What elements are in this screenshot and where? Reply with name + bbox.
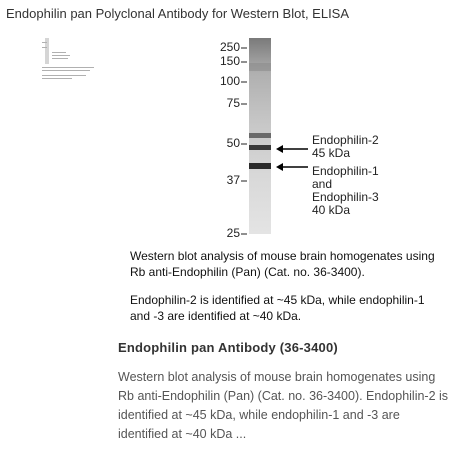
band-endophilin-2 — [249, 145, 271, 150]
marker-label-75: 75 — [226, 96, 240, 110]
marker-label-250: 250 — [219, 40, 240, 54]
annotation-line: 40 kDa — [312, 203, 351, 217]
thumbnail-mark — [42, 70, 90, 71]
annotation-line: Endophilin-2 — [312, 133, 379, 147]
caption-line: Rb anti-Endophilin (Pan) (Cat. no. 36-3400). — [130, 265, 365, 279]
band-endophilin-2-upper — [249, 133, 271, 138]
annotation-line: and Endophilin-3 — [312, 177, 379, 204]
marker-label-25: 25 — [226, 226, 240, 240]
marker-label-50: 50 — [226, 136, 240, 150]
thumbnail-image[interactable] — [40, 34, 98, 84]
thumbnail-mark — [42, 75, 86, 76]
thumbnail-mark — [42, 67, 94, 68]
thumbnail-mark — [42, 47, 47, 48]
thumbnail-mark — [52, 52, 66, 53]
product-description — [118, 368, 468, 444]
caption-line: Endophilin-2 is identified at ~45 kDa, while endophilin-1 — [130, 293, 425, 307]
annotation-endophilin-2 — [312, 134, 379, 160]
western-blot-figure — [216, 38, 386, 238]
description-line: identified at ~45 kDa, while endophilin-1 and -3 are — [118, 408, 400, 422]
caption-line: and -3 are identified at ~40 kDa. — [130, 309, 302, 323]
marker-label-37: 37 — [226, 173, 240, 187]
arrowhead-endophilin-2 — [276, 145, 283, 153]
annotation-endophilin-1-3 — [312, 165, 386, 217]
thumbnail-mark — [42, 42, 47, 43]
thumbnail-mark — [52, 58, 68, 59]
arrowhead-endophilin-1-3 — [276, 163, 283, 171]
description-line: Rb anti-Endophilin (Pan) (Cat. no. 36-3400). Endophilin-2 is — [118, 389, 449, 403]
marker-ticks — [241, 48, 247, 234]
description-line: Western blot analysis of mouse brain homogenates using — [118, 370, 436, 384]
smear-band — [249, 63, 271, 71]
thumbnail-mark — [42, 78, 72, 79]
annotation-line: Endophilin-1 — [312, 164, 379, 178]
annotation-line: 45 kDa — [312, 146, 351, 160]
figure-caption-2 — [130, 292, 460, 324]
marker-label-100: 100 — [219, 74, 240, 88]
thumbnail-mark — [52, 55, 70, 56]
figure-caption-1 — [130, 248, 460, 280]
description-line: identified at ~40 kDa ... — [118, 427, 247, 441]
band-endophilin-1-3 — [249, 163, 271, 169]
product-heading[interactable]: Endophilin pan Antibody (36-3400) — [118, 340, 338, 355]
marker-label-150: 150 — [219, 54, 240, 68]
caption-line: Western blot analysis of mouse brain homogenates using — [130, 249, 435, 263]
page-title: Endophilin pan Polyclonal Antibody for Western Blot, ELISA — [6, 6, 350, 21]
